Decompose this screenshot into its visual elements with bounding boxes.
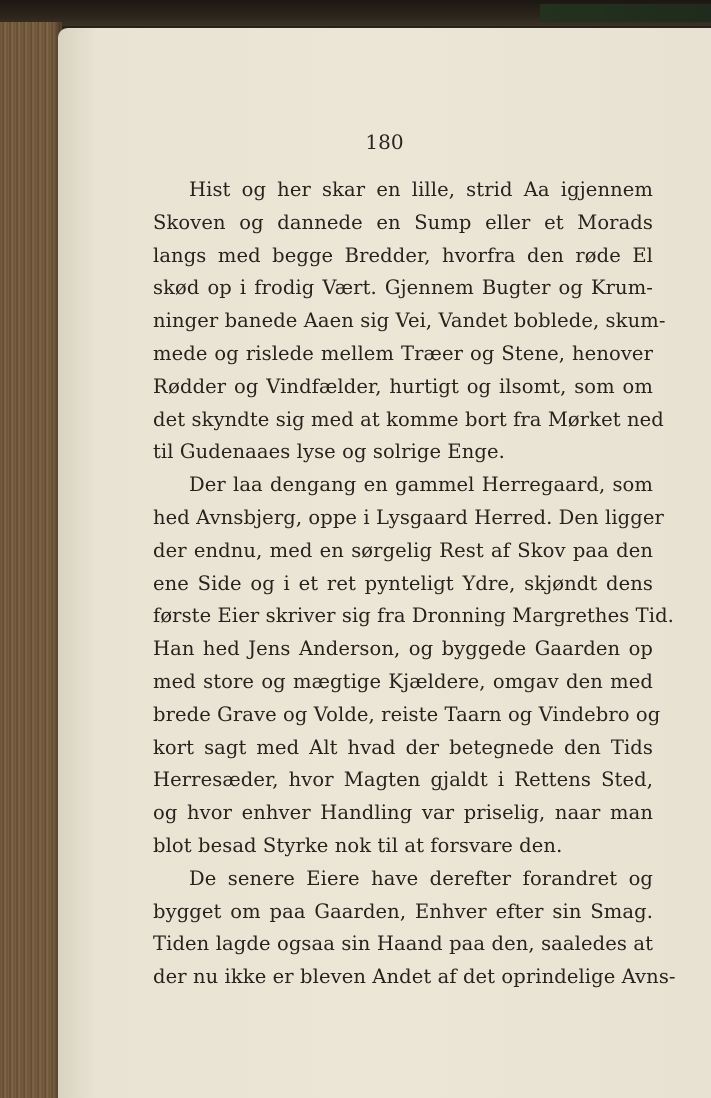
text-line: ninger banede Aaen sig Vei, Vandet boblede, skum- bbox=[153, 309, 666, 333]
text-line: Herresæder, hvor Magten gjaldt i Rettens Sted, bbox=[153, 768, 653, 792]
text-line: brede Grave og Volde, reiste Taarn og Vindebro og bbox=[153, 702, 661, 726]
text-line: første Eier skriver sig fra Dronning Margrethes Tid. bbox=[153, 604, 674, 628]
text-line: skød op i frodig Vært. Gjennem Bugter og Krum- bbox=[153, 276, 653, 300]
text-line: mede og rislede mellem Træer og Stene, henover bbox=[153, 341, 653, 365]
text-line: Han hed Jens Anderson, og byggede Gaarden op bbox=[153, 637, 653, 661]
body-text bbox=[153, 174, 676, 994]
text-line: Der laa dengang en gammel Herregaard, som bbox=[189, 473, 653, 497]
page-sheet bbox=[58, 28, 711, 1098]
text-line: langs med begge Bredder, hvorfra den røde El bbox=[153, 243, 653, 267]
text-line: der endnu, med en sørgelig Rest af Skov paa den bbox=[153, 538, 653, 562]
text-line: kort sagt med Alt hvad der betegnede den Tids bbox=[153, 735, 653, 759]
cover-edge bbox=[540, 4, 711, 22]
text-line: bygget om paa Gaarden, Enhver efter sin Smag. bbox=[153, 899, 653, 923]
page-number: 180 bbox=[365, 130, 404, 154]
book-spine bbox=[0, 22, 62, 1098]
text-line: med store og mægtige Kjældere, omgav den med bbox=[153, 669, 653, 693]
text-line: blot besad Styrke nok til at forsvare den. bbox=[153, 833, 563, 857]
text-line: ene Side og i et ret pynteligt Ydre, skjøndt dens bbox=[153, 571, 653, 595]
text-line: der nu ikke er bleven Andet af det oprindelige Avns- bbox=[153, 965, 676, 989]
text-line: Tiden lagde ogsaa sin Haand paa den, saaledes at bbox=[153, 932, 653, 956]
text-line: De senere Eiere have derefter forandret og bbox=[189, 866, 653, 890]
scan-top-edge bbox=[0, 0, 711, 26]
text-line: og hvor enhver Handling var priselig, naar man bbox=[153, 801, 653, 825]
text-line: det skyndte sig med at komme bort fra Mørket ned bbox=[153, 407, 664, 431]
text-line: Hist og her skar en lille, strid Aa igjennem bbox=[189, 178, 653, 201]
text-line: til Gudenaaes lyse og solrige Enge. bbox=[153, 440, 505, 464]
text-line: Skoven og dannede en Sump eller et Morads bbox=[153, 210, 653, 234]
text-line: hed Avnsbjerg, oppe i Lysgaard Herred. Den ligger bbox=[153, 505, 664, 529]
text-line: Rødder og Vindfælder, hurtigt og ilsomt, som om bbox=[153, 374, 653, 398]
